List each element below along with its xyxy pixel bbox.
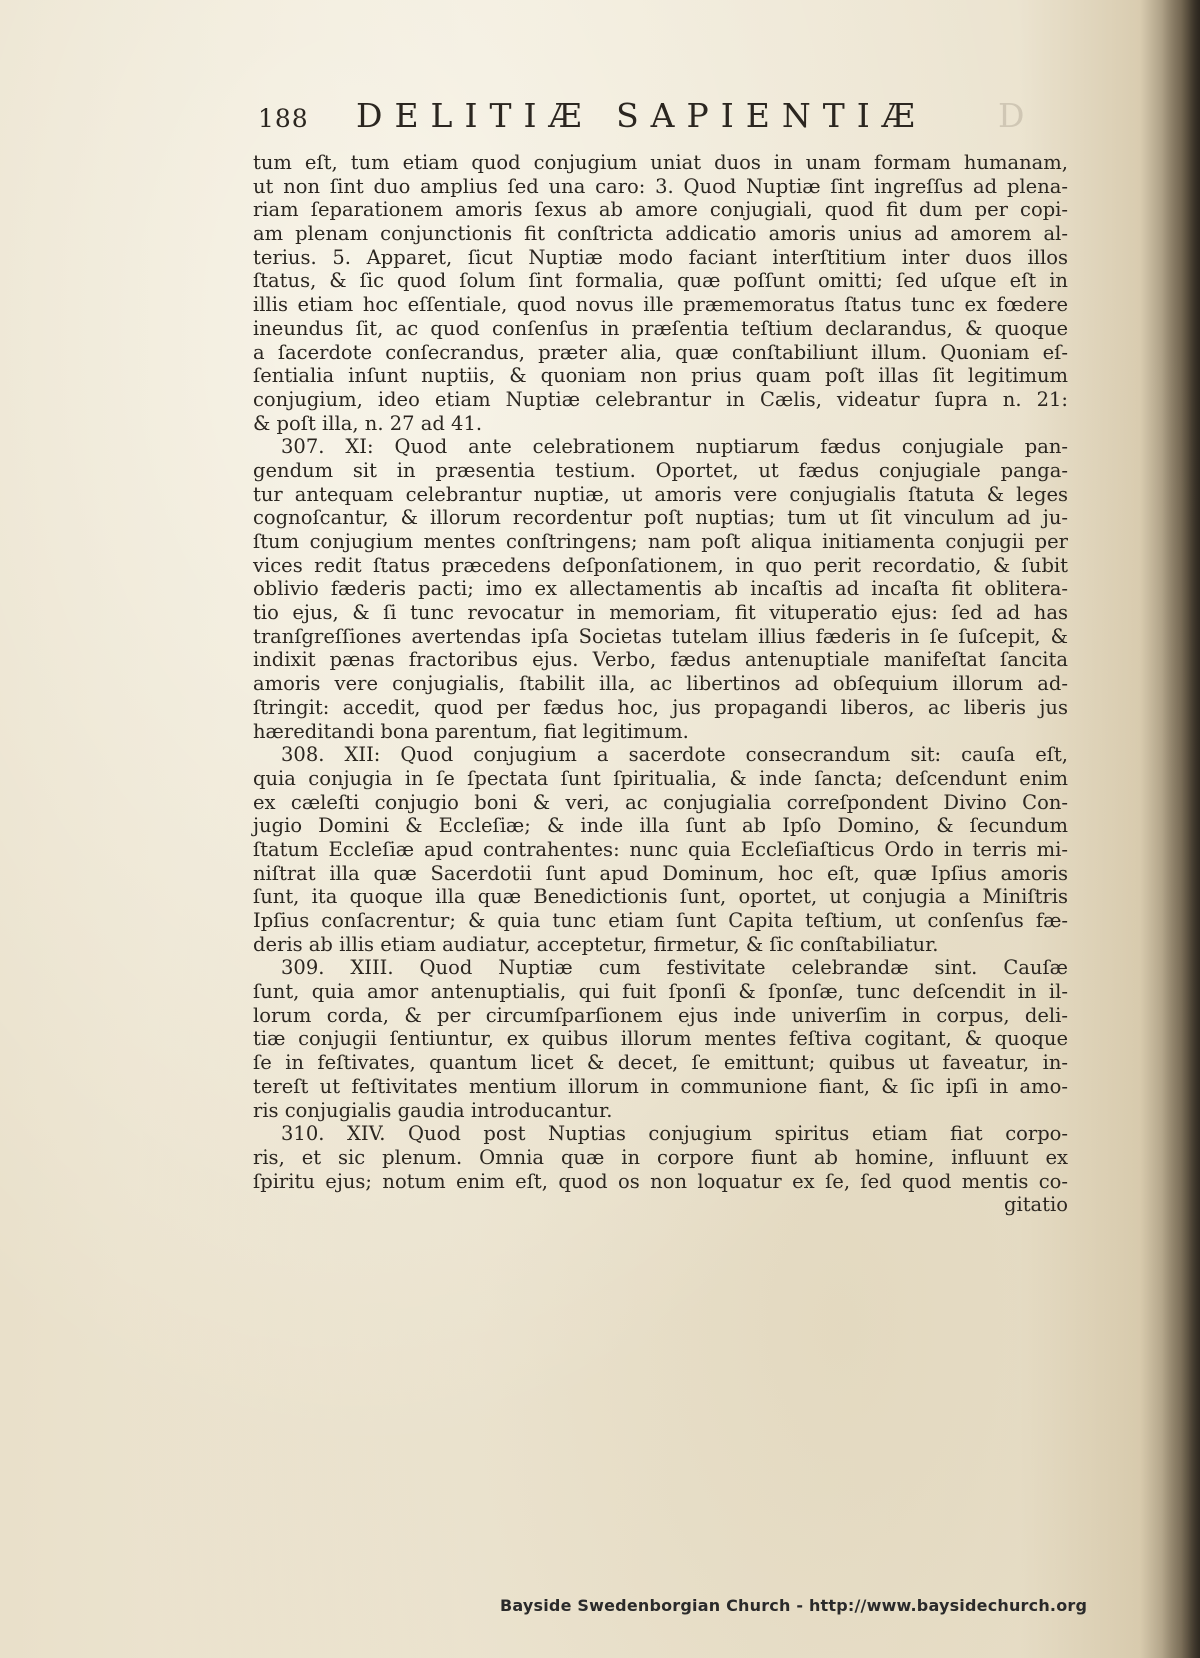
text-line: ris, et sic plenum. Omnia quæ in corpore fiunt ab homine, influunt ex: [253, 1145, 1068, 1169]
text-line: ſunt, quia amor antenuptialis, qui fuit ſponſi & ſponſæ, tunc deſcendit in il-: [253, 980, 1068, 1004]
text-line: quia conjugia in ſe ſpectata ſunt ſpiritualia, & inde ſancta; deſcendunt enim: [253, 766, 1068, 790]
text-line: ſunt, ita quoque illa quæ Benedictionis ſunt, oportet, ut conjugia a Miniſtris: [253, 885, 1068, 909]
text-line: amoris vere conjugialis, ſtabilit illa, ac libertinos ad obſequium illorum ad-: [253, 672, 1068, 696]
text-line: ineundus ſit, ac quod conſenſus in præſentia teſtium declarandus, & quoque: [253, 316, 1068, 340]
text-line: tio ejus, & ſi tunc revocatur in memoriam, fit vituperatio ejus: ſed ad has: [253, 601, 1068, 625]
text-line: ſtatus, & ſic quod ſolum ſint formalia, quæ poſſunt omitti; ſed uſque eſt in: [253, 269, 1068, 293]
text-line: ut non ſint duo amplius ſed una caro: 3. Quod Nuptiæ ſint ingreſſus ad plena-: [253, 174, 1068, 198]
text-line: ſe in feſtivates, quantum licet & decet, ſe emittunt; quibus ut faveatur, in-: [253, 1051, 1068, 1075]
text-line: ſtum conjugium mentes conſtringens; nam poſt aliqua initiamenta conjugii per: [253, 530, 1068, 553]
text-line: 310. XIV. Quod post Nuptias conjugium spiritus etiam fiat corpo-: [281, 1122, 1068, 1146]
text-line: & poſt illa, n. 27 ad 41.: [253, 411, 483, 435]
text-line: conjugium, ideo etiam Nuptiæ celebrantur in Cælis, videatur ſupra n. 21:: [253, 387, 1068, 411]
text-line: Ipſius conſacrentur; & quia tunc etiam ſunt Capita teſtium, ut conſenſus fæ-: [253, 909, 1068, 932]
page-header: [258, 96, 1078, 140]
text-line: tereſt ut feſtivitates mentium illorum in communione fiant, & ſic ipſi in amo-: [253, 1074, 1068, 1098]
text-line: oblivio fæderis pacti; imo ex allectamentis ab incaſtis ad incaſta fit oblitera-: [253, 577, 1068, 601]
text-line: illis etiam hoc eſſentiale, quod novus ille præmemoratus ſtatus tunc ex fœdere: [253, 293, 1068, 317]
footer-credit: Bayside Swedenborgian Church - http://www.baysidechurch.org: [500, 1596, 1088, 1615]
text-line: ris conjugialis gaudia introducantur.: [253, 1098, 613, 1122]
body-text: [253, 151, 1068, 1217]
text-line: lorum corda, & per circumſparſionem ejus inde univerſim in corpus, deli-: [253, 1003, 1068, 1027]
text-line: tur antequam celebrantur nuptiæ, ut amoris vere conjugialis ſtatuta & leges: [253, 482, 1068, 506]
text-line: niſtrat illa quæ Sacerdotii ſunt apud Dominum, hoc eſt, quæ Ipſius amoris: [253, 861, 1068, 885]
text-line: hæreditandi bona parentum, fiat legitimum.: [253, 719, 689, 743]
text-line: 307. XI: Quod ante celebrationem nuptiarum fædus conjugiale pan-: [281, 435, 1068, 459]
text-line: ſtatum Eccleſiæ apud contrahentes: nunc quia Eccleſiaſticus Ordo in terris mi-: [253, 837, 1068, 861]
show-through-letter: D: [998, 96, 1035, 135]
text-line: terius. 5. Apparet, ſicut Nuptiæ modo faciant interſtitium inter duos illos: [253, 245, 1068, 269]
text-line: ſentialia inſunt nuptiis, & quoniam non prius quam poſt illas ſit legitimum: [253, 364, 1068, 388]
running-title: DELITIÆ SAPIENTIÆ: [356, 96, 927, 135]
text-line: a ſacerdote conſecrandus, præter alia, quæ conſtabiliunt illum. Quoniam eſ-: [253, 340, 1068, 364]
text-line: tum eſt, tum etiam quod conjugium uniat duos in unam formam humanam,: [253, 151, 1068, 174]
text-line: gendum sit in præsentia testium. Oportet, ut fædus conjugiale panga-: [253, 458, 1068, 482]
text-line: cognoſcantur, & illorum recordentur poſt nuptias; tum ut ſit vinculum ad ju-: [253, 506, 1068, 530]
text-line: am plenam conjunctionis fit conſtricta addicatio amoris unius ad amorem al-: [253, 222, 1068, 246]
text-line: jugio Domini & Eccleſiæ; & inde illa ſunt ab Ipſo Domino, & ſecundum: [253, 814, 1068, 838]
text-line: ex cæleſti conjugio boni & veri, ac conjugialia correſpondent Divino Con-: [253, 790, 1068, 814]
text-line: vices redit ſtatus præcedens deſponſationem, in quo perit recordatio, & ſubit: [253, 553, 1068, 577]
text-line: 308. XII: Quod conjugium a sacerdote consecrandum sit: cauſa eſt,: [281, 743, 1068, 767]
text-line: gitatio: [1004, 1193, 1068, 1217]
text-line: 309. XIII. Quod Nuptiæ cum festivitate celebrandæ sint. Cauſæ: [281, 956, 1068, 980]
page-number: 188: [258, 104, 309, 133]
text-line: ſpiritu ejus; notum enim eſt, quod os non loquatur ex ſe, ſed quod mentis co-: [253, 1169, 1068, 1193]
spine-shadow: [1162, 0, 1200, 1658]
text-line: ſtringit: accedit, quod per fædus hoc, jus propagandi liberos, ac liberis jus: [253, 695, 1068, 719]
text-line: deris ab illis etiam audiatur, acceptetur, firmetur, & ſic conſtabiliatur.: [253, 932, 939, 956]
text-line: riam ſeparationem amoris ſexus ab amore conjugiali, quod fit dum per copi-: [253, 198, 1068, 222]
text-line: tiæ conjugii ſentiuntur, ex quibus illorum mentes feſtiva cogitant, & quoque: [253, 1027, 1068, 1051]
text-line: indixit pænas fractoribus ejus. Verbo, fædus antenuptiale manifeſtat ſancita: [253, 648, 1068, 672]
text-line: tranſgreſſiones avertendas ipſa Societas tutelam illius fæderis in ſe ſuſcepit, &: [253, 624, 1068, 648]
